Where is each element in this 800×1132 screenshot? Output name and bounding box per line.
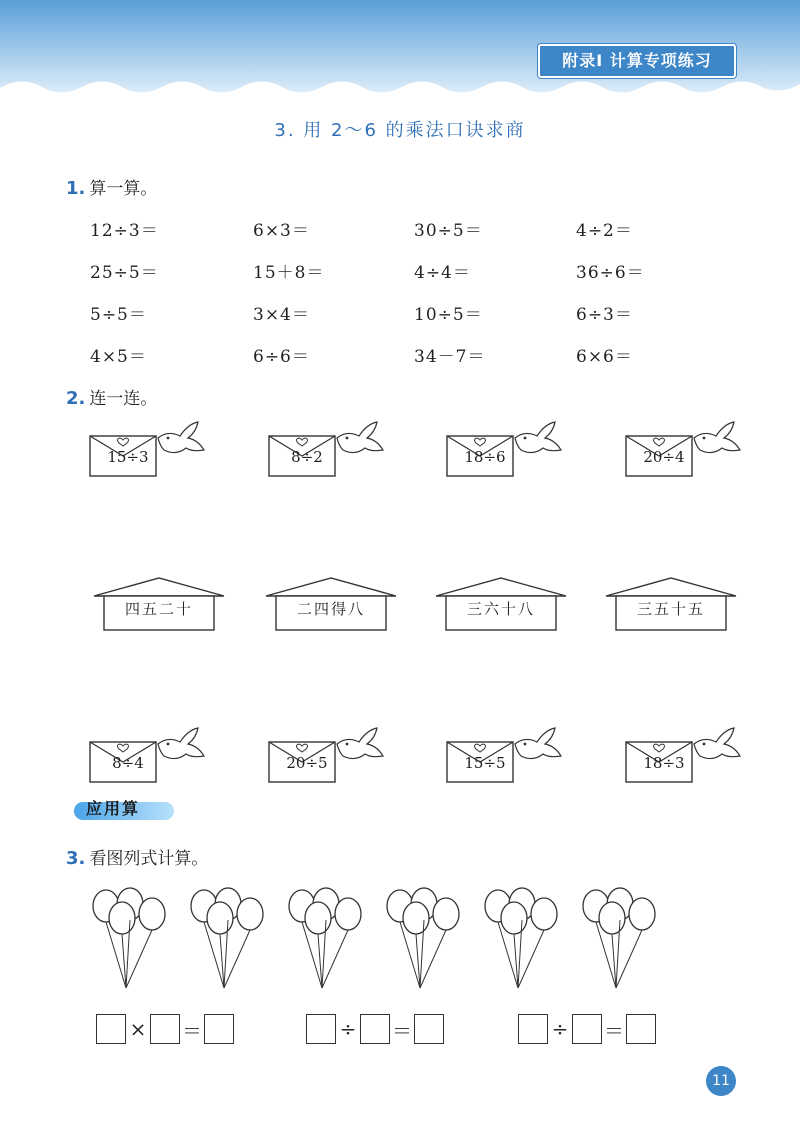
envelope-card[interactable] [86, 724, 226, 794]
arithmetic-problem: 4÷4＝ [414, 263, 471, 283]
question-3-heading [66, 844, 208, 869]
question-1-heading [66, 174, 157, 199]
arithmetic-problem: 12÷3＝ [90, 221, 159, 241]
envelope-expression: 8÷2 [291, 448, 323, 466]
house-card[interactable] [92, 576, 226, 636]
question-number: 1. [66, 178, 86, 199]
question-label: 算一算。 [89, 179, 158, 199]
answer-box[interactable] [96, 1014, 126, 1044]
arithmetic-problem: 25÷5＝ [90, 263, 159, 283]
question-number: 2. [66, 388, 86, 409]
arithmetic-problem: 4×5＝ [90, 347, 147, 367]
chapter-tag: 附录Ⅰ 计算专项练习 [538, 44, 736, 78]
envelope-card[interactable] [265, 418, 405, 488]
arithmetic-problem: 6×3＝ [253, 221, 310, 241]
envelope-expression: 20÷4 [643, 448, 685, 466]
arithmetic-problem: 34－7＝ [414, 347, 486, 367]
arithmetic-problem: 6÷3＝ [576, 305, 633, 325]
answer-box[interactable] [414, 1014, 444, 1044]
equals-sign: ＝ [182, 1018, 202, 1043]
envelope-card[interactable] [622, 724, 762, 794]
arithmetic-problem: 15＋8＝ [253, 263, 325, 283]
multiplication-rhyme: 四五二十 [124, 600, 193, 618]
answer-box[interactable] [626, 1014, 656, 1044]
answer-box[interactable] [360, 1014, 390, 1044]
operator-sign: ÷ [339, 1017, 357, 1041]
multiplication-rhyme: 三五十五 [636, 600, 705, 618]
envelope-card[interactable] [86, 418, 226, 488]
equation-blank [96, 1012, 234, 1046]
arithmetic-problem: 3×4＝ [253, 305, 310, 325]
balloon-bunch-icon [284, 884, 364, 994]
answer-box[interactable] [572, 1014, 602, 1044]
house-card[interactable] [604, 576, 738, 636]
envelope-expression: 15÷5 [464, 754, 506, 772]
question-2-heading [66, 384, 157, 409]
arithmetic-problem: 10÷5＝ [414, 305, 483, 325]
equals-sign: ＝ [392, 1018, 412, 1043]
equals-sign: ＝ [604, 1018, 624, 1043]
balloon-bunch-icon [578, 884, 658, 994]
answer-box[interactable] [306, 1014, 336, 1044]
equation-blank [518, 1012, 656, 1046]
envelope-card[interactable] [265, 724, 405, 794]
envelope-expression: 15÷3 [107, 448, 149, 466]
question-number: 3. [66, 848, 86, 869]
balloon-bunch-icon [88, 884, 168, 994]
arithmetic-problem: 5÷5＝ [90, 305, 147, 325]
answer-box[interactable] [518, 1014, 548, 1044]
house-card[interactable] [264, 576, 398, 636]
multiplication-rhyme: 三六十八 [466, 600, 535, 618]
envelope-card[interactable] [443, 418, 583, 488]
envelope-expression: 8÷4 [112, 754, 144, 772]
question-label: 连一连。 [89, 389, 158, 409]
arithmetic-problem: 4÷2＝ [576, 221, 633, 241]
house-card[interactable] [434, 576, 568, 636]
answer-box[interactable] [204, 1014, 234, 1044]
balloon-bunch-icon [480, 884, 560, 994]
section-badge [74, 796, 174, 822]
balloon-bunch-icon [186, 884, 266, 994]
arithmetic-problem: 30÷5＝ [414, 221, 483, 241]
operator-sign: × [129, 1017, 147, 1041]
balloon-bunch-icon [382, 884, 462, 994]
arithmetic-problem: 6×6＝ [576, 347, 633, 367]
equation-blank [306, 1012, 444, 1046]
envelope-card[interactable] [443, 724, 583, 794]
page-subtitle: 3. 用 2～6 的乘法口诀求商 [274, 120, 526, 141]
question-label: 看图列式计算。 [89, 849, 209, 869]
arithmetic-problem: 6÷6＝ [253, 347, 310, 367]
envelope-expression: 20÷5 [286, 754, 328, 772]
arithmetic-problem: 36÷6＝ [576, 263, 645, 283]
page-number: 11 [706, 1066, 736, 1096]
operator-sign: ÷ [551, 1017, 569, 1041]
multiplication-rhyme: 二四得八 [296, 600, 365, 618]
answer-box[interactable] [150, 1014, 180, 1044]
section-badge-label: 应用算 [86, 799, 141, 818]
envelope-expression: 18÷6 [464, 448, 506, 466]
envelope-card[interactable] [622, 418, 762, 488]
envelope-expression: 18÷3 [643, 754, 685, 772]
